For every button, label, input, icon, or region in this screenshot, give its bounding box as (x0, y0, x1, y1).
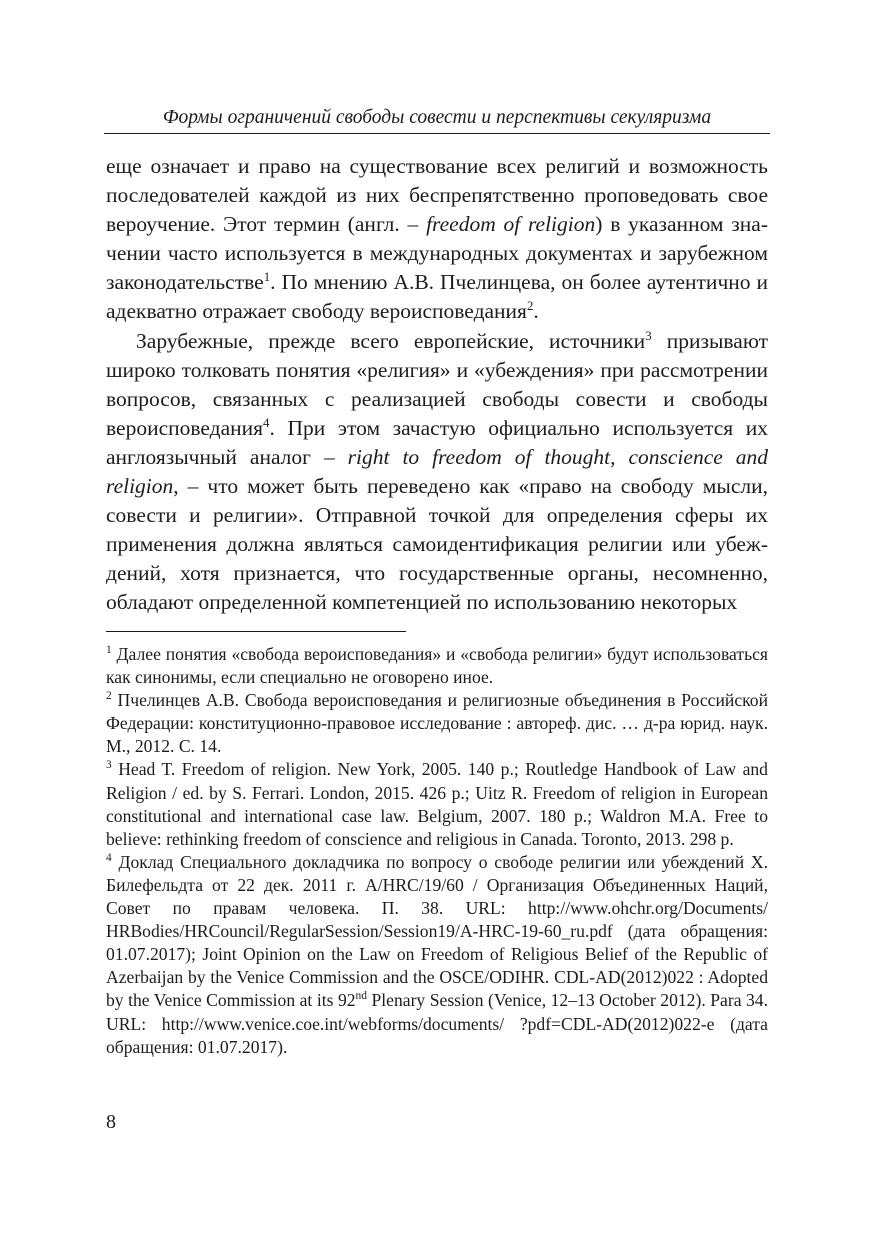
footnote-number: 3 (106, 759, 112, 772)
english-term: freedom of religion (426, 212, 596, 237)
footnote-ref[interactable]: 2 (526, 299, 534, 314)
footnote-2 (106, 689, 768, 758)
page-number: 8 (106, 1111, 116, 1133)
text-run: . По мнению А.В. Пчелинцева, он более аутентично и адекватно отражает свободу вероисповедания (106, 270, 768, 324)
footnote-number: 2 (106, 690, 112, 703)
paragraph-1 (106, 152, 768, 327)
text-run: . (533, 299, 539, 324)
footnote-number: 1 (106, 644, 112, 657)
footnote-text: Пчелинцев А.В. Свобода вероисповедания и религиозные объединения в Российской Федерации: конституционно-правовое исследование : автореф. дис. … д-ра юрид. наук. М., 2012. С. 14. (106, 690, 768, 757)
english-term: right to freedom of thought, conscience and religion (106, 444, 768, 499)
footnotes (106, 643, 768, 1059)
text-run: еще означает и право на существование всех религий и возможность последователей каждой из них беспрепятственно проповедовать свое вероучение. Этот термин (англ. – (106, 154, 768, 237)
text-run: , – что может быть переведено как «право на свободу мысли, совести и религии». Отправной точкой для определения сферы их применения должна являться самоидентификация религии или убеждений, хотя признается, что государственные органы, несомненно, обладают определенной компетенцией по использованию некоторых (106, 474, 768, 615)
footnote-ref[interactable]: 4 (263, 415, 270, 430)
footnote-number: 4 (106, 851, 112, 864)
footnote-1 (106, 643, 768, 689)
text-run: ) в указанном значении часто используется в международных документах и зарубежном законодательстве (106, 212, 768, 295)
footnote-ref[interactable]: 3 (645, 328, 652, 343)
footnote-separator (106, 631, 406, 632)
footnote-4 (106, 851, 768, 1059)
ordinal-suffix: nd (355, 990, 367, 1003)
body-text (106, 152, 768, 618)
footnote-text: Plenary Session (Venice, 12–13 October 2012). Para 34. URL: http://www.venice.coe.int/webforms/documents/ ?pdf=CDL-AD(2012)022-e (дата обращения: 01.07.2017). (106, 990, 769, 1057)
footnote-text: Head T. Freedom of religion. New York, 2005. 140 p.; Routledge Handbook of Law and Religion / ed. by S. Ferrari. London, 2015. 426 p.; Uitz R. Freedom of religion in European constitutional and international case law. Belgium, 2007. 180 p.; Waldron M.A. Free to believe: rethinking freedom of conscience and religious in Canada. Toronto, 2013. 298 p. (106, 759, 768, 849)
footnote-ref[interactable]: 1 (263, 270, 271, 285)
paragraph-2 (106, 327, 768, 618)
text-run: . При этом зачастую официально используется их англоязычный аналог – (106, 415, 768, 469)
text-run: призывают широко толковать понятия «религия» и «убеждения» при рассмотрении вопросов, связанных с реализацией свободы совести и свободы вероисповедания (106, 328, 768, 440)
footnote-text: Доклад Специального докладчика по вопросу о свободе религии или убеждений Х. Билефельдта от 22 дек. 2011 г. A/HRC/19/60 / Организация Объединенных Наций, Совет по правам человека. П. 38. URL: http://www.ohchr.org/Documents/ HRBodies/HRCouncil/RegularSession/Session19/A-HRC-19-60_ru.pdf (дата обращения: 01.07.2017); Joint Opinion on the Law on Freedom of Religious Belief of the Republic of Azerbaijan by the Venice Commission and the OSCE/ODIHR. CDL-AD(2012)022 : Adopted by the Venice Commission at its 92 (106, 851, 768, 1011)
running-head: Формы ограничений свободы совести и перспективы секуляризма (104, 106, 770, 134)
text-run: Зарубежные, прежде всего европейские, источники (136, 328, 646, 353)
footnote-3 (106, 758, 768, 850)
footnote-text: Далее понятия «свобода вероисповедания» и «свобода религии» будут использоваться как синонимы, если специально не оговорено иное. (106, 644, 768, 688)
